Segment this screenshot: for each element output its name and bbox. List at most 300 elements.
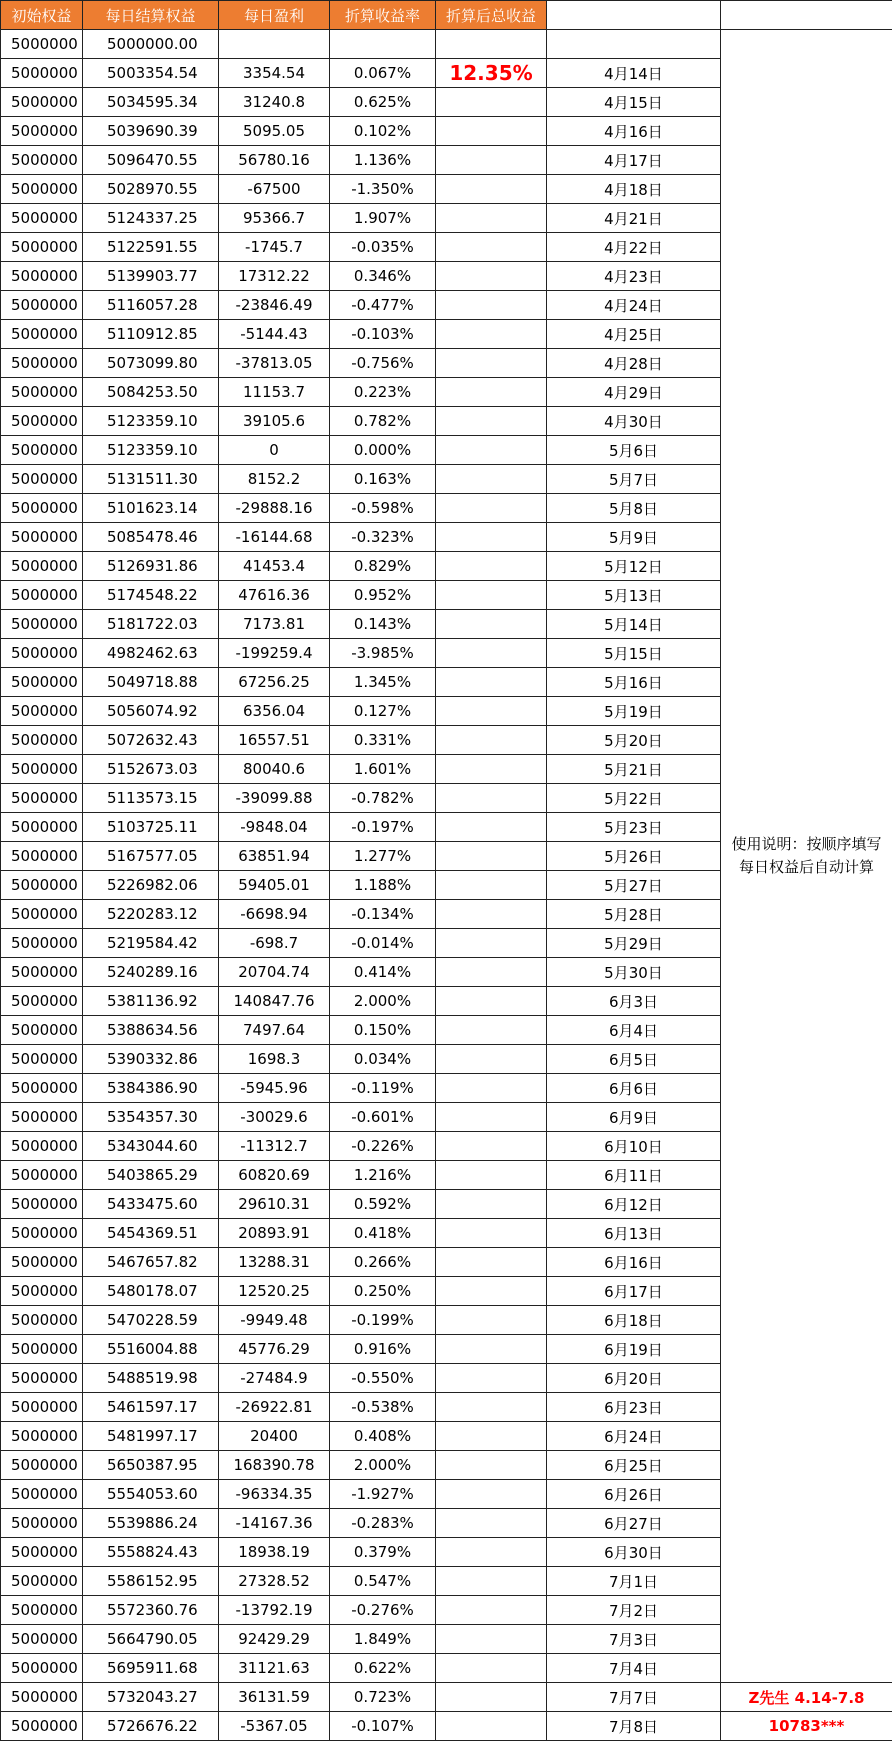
cell-profit[interactable]: -26922.81 [219, 1393, 330, 1422]
cell-initial[interactable]: 5000000 [1, 610, 83, 639]
cell-initial[interactable]: 5000000 [1, 1045, 83, 1074]
cell-rate[interactable]: -0.103% [330, 320, 436, 349]
cell-date[interactable]: 6月11日 [547, 1161, 721, 1190]
cell-initial[interactable]: 5000000 [1, 581, 83, 610]
cell-rate[interactable]: -0.134% [330, 900, 436, 929]
cell-date[interactable]: 4月17日 [547, 146, 721, 175]
cell-empty[interactable] [436, 987, 547, 1016]
cell-profit[interactable]: 18938.19 [219, 1538, 330, 1567]
cell-date[interactable]: 7月3日 [547, 1625, 721, 1654]
cell-rate[interactable]: -0.107% [330, 1712, 436, 1741]
cell-equity[interactable]: 5123359.10 [83, 436, 219, 465]
usage-note[interactable]: 使用说明：按顺序填写每日权益后自动计算 [721, 30, 892, 1683]
cell-profit[interactable]: 60820.69 [219, 1161, 330, 1190]
cell-date[interactable]: 5月21日 [547, 755, 721, 784]
cell-initial[interactable]: 5000000 [1, 1248, 83, 1277]
cell-initial[interactable]: 5000000 [1, 349, 83, 378]
cell-rate[interactable]: 0.034% [330, 1045, 436, 1074]
cell-rate[interactable]: 0.346% [330, 262, 436, 291]
cell-equity[interactable]: 5220283.12 [83, 900, 219, 929]
cell-profit[interactable]: 0 [219, 436, 330, 465]
cell-empty[interactable] [436, 1306, 547, 1335]
cell-date[interactable]: 4月14日 [547, 59, 721, 88]
cell-rate[interactable]: 0.625% [330, 88, 436, 117]
cell-initial[interactable]: 5000000 [1, 552, 83, 581]
cell-empty[interactable] [436, 465, 547, 494]
cell-date[interactable]: 5月27日 [547, 871, 721, 900]
cell-equity[interactable]: 5113573.15 [83, 784, 219, 813]
cell-equity[interactable]: 5470228.59 [83, 1306, 219, 1335]
header-blank-cell-2[interactable] [721, 1, 892, 30]
cell-profit[interactable]: -5144.43 [219, 320, 330, 349]
cell-date[interactable]: 6月17日 [547, 1277, 721, 1306]
cell-profit[interactable]: 16557.51 [219, 726, 330, 755]
cell-initial[interactable]: 5000000 [1, 88, 83, 117]
cell-profit[interactable]: -6698.94 [219, 900, 330, 929]
cell-profit[interactable]: -9848.04 [219, 813, 330, 842]
cell-equity[interactable]: 5433475.60 [83, 1190, 219, 1219]
cell-empty[interactable] [436, 233, 547, 262]
cell-date[interactable]: 4月28日 [547, 349, 721, 378]
cell-initial[interactable]: 5000000 [1, 726, 83, 755]
cell-initial[interactable]: 5000000 [1, 233, 83, 262]
cell-date[interactable]: 7月2日 [547, 1596, 721, 1625]
cell-profit[interactable]: 63851.94 [219, 842, 330, 871]
cell-empty[interactable] [436, 320, 547, 349]
cell-initial[interactable]: 5000000 [1, 842, 83, 871]
cell-empty[interactable] [436, 1654, 547, 1683]
cell-equity[interactable]: 5403865.29 [83, 1161, 219, 1190]
cell-date[interactable]: 4月16日 [547, 117, 721, 146]
cell-date[interactable]: 4月21日 [547, 204, 721, 233]
cell-profit[interactable]: 20400 [219, 1422, 330, 1451]
cell-equity[interactable]: 5354357.30 [83, 1103, 219, 1132]
cell-empty[interactable] [436, 117, 547, 146]
cell-initial[interactable]: 5000000 [1, 320, 83, 349]
cell-equity[interactable]: 5467657.82 [83, 1248, 219, 1277]
cell-equity[interactable]: 5028970.55 [83, 175, 219, 204]
cell-equity[interactable]: 5131511.30 [83, 465, 219, 494]
cell-rate[interactable]: 0.163% [330, 465, 436, 494]
cell-equity[interactable]: 5539886.24 [83, 1509, 219, 1538]
cell-date[interactable]: 4月24日 [547, 291, 721, 320]
cell-date[interactable]: 5月6日 [547, 436, 721, 465]
cell-date[interactable]: 6月27日 [547, 1509, 721, 1538]
cell-profit[interactable]: 67256.25 [219, 668, 330, 697]
cell-date[interactable]: 6月13日 [547, 1219, 721, 1248]
cell-empty[interactable] [436, 88, 547, 117]
cell-rate[interactable]: 0.418% [330, 1219, 436, 1248]
cell-empty[interactable] [436, 1422, 547, 1451]
cell-empty[interactable] [436, 291, 547, 320]
cell-empty[interactable] [436, 407, 547, 436]
cell-initial[interactable]: 5000000 [1, 1480, 83, 1509]
cell-date[interactable]: 6月18日 [547, 1306, 721, 1335]
cell-date[interactable]: 7月1日 [547, 1567, 721, 1596]
cell-date[interactable]: 5月20日 [547, 726, 721, 755]
cell-equity[interactable]: 5103725.11 [83, 813, 219, 842]
cell-empty[interactable] [436, 1712, 547, 1741]
cell-initial[interactable]: 5000000 [1, 262, 83, 291]
cell-profit[interactable]: 27328.52 [219, 1567, 330, 1596]
cell-initial[interactable]: 5000000 [1, 697, 83, 726]
cell-empty[interactable] [436, 871, 547, 900]
cell-date[interactable]: 5月9日 [547, 523, 721, 552]
cell-rate[interactable]: 0.723% [330, 1683, 436, 1712]
cell-empty[interactable] [436, 523, 547, 552]
cell-equity[interactable]: 5039690.39 [83, 117, 219, 146]
cell-rate[interactable]: -0.276% [330, 1596, 436, 1625]
cell-rate[interactable]: 0.266% [330, 1248, 436, 1277]
cell-equity[interactable]: 5226982.06 [83, 871, 219, 900]
cell-initial[interactable]: 5000000 [1, 1509, 83, 1538]
cell-profit[interactable]: -199259.4 [219, 639, 330, 668]
cell-date[interactable]: 6月24日 [547, 1422, 721, 1451]
cell-date[interactable]: 5月30日 [547, 958, 721, 987]
cell-rate[interactable]: -0.014% [330, 929, 436, 958]
cell-rate[interactable]: 1.277% [330, 842, 436, 871]
cell-date[interactable]: 4月30日 [547, 407, 721, 436]
cell-initial[interactable]: 5000000 [1, 378, 83, 407]
cell-profit[interactable]: 7173.81 [219, 610, 330, 639]
cell-empty[interactable] [436, 784, 547, 813]
header-daily-profit[interactable]: 每日盈利 [219, 1, 330, 30]
cell-equity[interactable]: 5101623.14 [83, 494, 219, 523]
cell-initial[interactable]: 5000000 [1, 204, 83, 233]
cell-initial[interactable]: 5000000 [1, 987, 83, 1016]
cell-empty[interactable] [436, 581, 547, 610]
cell-empty[interactable] [219, 30, 330, 59]
cell-rate[interactable]: -0.598% [330, 494, 436, 523]
cell-equity[interactable]: 5480178.07 [83, 1277, 219, 1306]
cell-empty[interactable] [436, 1277, 547, 1306]
cell-equity[interactable]: 5034595.34 [83, 88, 219, 117]
cell-date[interactable]: 5月28日 [547, 900, 721, 929]
cell-equity[interactable]: 5139903.77 [83, 262, 219, 291]
cell-rate[interactable]: -0.035% [330, 233, 436, 262]
cell-empty[interactable] [330, 30, 436, 59]
cell-initial[interactable]: 5000000 [1, 494, 83, 523]
cell-initial[interactable]: 5000000 [1, 668, 83, 697]
cell-rate[interactable]: 0.547% [330, 1567, 436, 1596]
cell-equity[interactable]: 5381136.92 [83, 987, 219, 1016]
cell-empty[interactable] [436, 1364, 547, 1393]
cell-equity[interactable]: 5726676.22 [83, 1712, 219, 1741]
cell-profit[interactable]: -37813.05 [219, 349, 330, 378]
cell-empty[interactable] [436, 146, 547, 175]
cell-date[interactable]: 5月29日 [547, 929, 721, 958]
cell-initial[interactable]: 5000000 [1, 1219, 83, 1248]
cell-date[interactable]: 5月19日 [547, 697, 721, 726]
cell-initial[interactable]: 5000000 [1, 523, 83, 552]
cell-initial[interactable]: 5000000 [1, 1364, 83, 1393]
cell-rate[interactable]: 1.188% [330, 871, 436, 900]
cell-initial[interactable]: 5000000 [1, 146, 83, 175]
cell-rate[interactable]: -0.782% [330, 784, 436, 813]
cell-equity[interactable]: 5084253.50 [83, 378, 219, 407]
cell-empty[interactable] [436, 1219, 547, 1248]
cell-rate[interactable]: 0.143% [330, 610, 436, 639]
cell-initial[interactable]: 5000000 [1, 900, 83, 929]
cell-rate[interactable]: -0.197% [330, 813, 436, 842]
cell-empty[interactable] [436, 610, 547, 639]
cell-date[interactable]: 4月25日 [547, 320, 721, 349]
cell-initial[interactable]: 5000000 [1, 1132, 83, 1161]
cell-equity[interactable]: 5488519.98 [83, 1364, 219, 1393]
cell-rate[interactable]: -0.550% [330, 1364, 436, 1393]
cell-initial[interactable]: 5000000 [1, 1074, 83, 1103]
cell-initial[interactable]: 5000000 [1, 1277, 83, 1306]
cell-profit[interactable]: 47616.36 [219, 581, 330, 610]
cell-rate[interactable]: -0.323% [330, 523, 436, 552]
cell-equity[interactable]: 5516004.88 [83, 1335, 219, 1364]
cell-initial[interactable]: 5000000 [1, 1567, 83, 1596]
cell-empty[interactable] [436, 1393, 547, 1422]
cell-profit[interactable]: 168390.78 [219, 1451, 330, 1480]
cell-empty[interactable] [436, 813, 547, 842]
cell-empty[interactable] [436, 1074, 547, 1103]
cell-date[interactable]: 6月19日 [547, 1335, 721, 1364]
cell-empty[interactable] [547, 30, 721, 59]
cell-profit[interactable]: 80040.6 [219, 755, 330, 784]
cell-date[interactable]: 5月23日 [547, 813, 721, 842]
cell-equity[interactable]: 5003354.54 [83, 59, 219, 88]
cell-rate[interactable]: 0.067% [330, 59, 436, 88]
cell-equity[interactable]: 5461597.17 [83, 1393, 219, 1422]
cell-equity[interactable]: 5000000.00 [83, 30, 219, 59]
cell-empty[interactable] [436, 1451, 547, 1480]
cell-profit[interactable]: -27484.9 [219, 1364, 330, 1393]
cell-empty[interactable] [436, 1683, 547, 1712]
cell-rate[interactable]: 0.102% [330, 117, 436, 146]
cell-profit[interactable]: 1698.3 [219, 1045, 330, 1074]
cell-empty[interactable] [436, 378, 547, 407]
cell-empty[interactable] [436, 349, 547, 378]
cell-rate[interactable]: 0.414% [330, 958, 436, 987]
cell-initial[interactable]: 5000000 [1, 1103, 83, 1132]
cell-rate[interactable]: 0.952% [330, 581, 436, 610]
cell-date[interactable]: 4月18日 [547, 175, 721, 204]
cell-empty[interactable] [436, 494, 547, 523]
cell-equity[interactable]: 5390332.86 [83, 1045, 219, 1074]
cell-initial[interactable]: 5000000 [1, 407, 83, 436]
cell-profit[interactable]: 17312.22 [219, 262, 330, 291]
cell-date[interactable]: 6月20日 [547, 1364, 721, 1393]
cell-profit[interactable]: 59405.01 [219, 871, 330, 900]
cell-rate[interactable]: 0.379% [330, 1538, 436, 1567]
cell-profit[interactable]: -5367.05 [219, 1712, 330, 1741]
cell-profit[interactable]: 36131.59 [219, 1683, 330, 1712]
cell-rate[interactable]: 1.907% [330, 204, 436, 233]
cell-equity[interactable]: 5732043.27 [83, 1683, 219, 1712]
cell-date[interactable]: 6月16日 [547, 1248, 721, 1277]
cell-initial[interactable]: 5000000 [1, 813, 83, 842]
cell-profit[interactable]: 6356.04 [219, 697, 330, 726]
cell-empty[interactable] [436, 1596, 547, 1625]
cell-date[interactable]: 5月13日 [547, 581, 721, 610]
cell-date[interactable]: 7月4日 [547, 1654, 721, 1683]
cell-equity[interactable]: 5650387.95 [83, 1451, 219, 1480]
cell-profit[interactable]: 41453.4 [219, 552, 330, 581]
cell-rate[interactable]: 0.223% [330, 378, 436, 407]
cell-profit[interactable]: -5945.96 [219, 1074, 330, 1103]
cell-rate[interactable]: 0.916% [330, 1335, 436, 1364]
cell-profit[interactable]: 31121.63 [219, 1654, 330, 1683]
cell-rate[interactable]: -0.538% [330, 1393, 436, 1422]
cell-initial[interactable]: 5000000 [1, 1161, 83, 1190]
cell-empty[interactable] [436, 726, 547, 755]
cell-rate[interactable]: 0.622% [330, 1654, 436, 1683]
cell-profit[interactable]: 12520.25 [219, 1277, 330, 1306]
cell-profit[interactable]: 45776.29 [219, 1335, 330, 1364]
cell-profit[interactable]: 13288.31 [219, 1248, 330, 1277]
cell-initial[interactable]: 5000000 [1, 465, 83, 494]
cell-initial[interactable]: 5000000 [1, 175, 83, 204]
cell-empty[interactable] [436, 436, 547, 465]
cell-empty[interactable] [436, 1509, 547, 1538]
cell-date[interactable]: 6月26日 [547, 1480, 721, 1509]
cell-profit[interactable]: 140847.76 [219, 987, 330, 1016]
cell-initial[interactable]: 5000000 [1, 1625, 83, 1654]
cell-initial[interactable]: 5000000 [1, 1306, 83, 1335]
cell-equity[interactable]: 5586152.95 [83, 1567, 219, 1596]
cell-rate[interactable]: -0.756% [330, 349, 436, 378]
header-total-return[interactable]: 折算后总收益 [436, 1, 547, 30]
cell-rate[interactable]: -0.477% [330, 291, 436, 320]
cell-rate[interactable]: -1.350% [330, 175, 436, 204]
cell-profit[interactable]: 31240.8 [219, 88, 330, 117]
cell-equity[interactable]: 5454369.51 [83, 1219, 219, 1248]
cell-rate[interactable]: 0.592% [330, 1190, 436, 1219]
cell-date[interactable]: 6月12日 [547, 1190, 721, 1219]
cell-profit[interactable]: -29888.16 [219, 494, 330, 523]
cell-date[interactable]: 6月25日 [547, 1451, 721, 1480]
cell-profit[interactable]: 56780.16 [219, 146, 330, 175]
cell-empty[interactable] [436, 1190, 547, 1219]
cell-profit[interactable]: 20704.74 [219, 958, 330, 987]
cell-initial[interactable]: 5000000 [1, 1538, 83, 1567]
cell-profit[interactable]: 92429.29 [219, 1625, 330, 1654]
cell-empty[interactable] [436, 1132, 547, 1161]
cell-initial[interactable]: 5000000 [1, 639, 83, 668]
cell-empty[interactable] [436, 30, 547, 59]
cell-date[interactable]: 4月23日 [547, 262, 721, 291]
cell-date[interactable]: 6月23日 [547, 1393, 721, 1422]
cell-date[interactable]: 4月22日 [547, 233, 721, 262]
signature-label[interactable]: Z先生 4.14-7.8 [721, 1683, 892, 1712]
cell-empty[interactable] [436, 958, 547, 987]
cell-initial[interactable]: 5000000 [1, 1190, 83, 1219]
cell-equity[interactable]: 5572360.76 [83, 1596, 219, 1625]
cell-profit[interactable]: -16144.68 [219, 523, 330, 552]
cell-empty[interactable] [436, 262, 547, 291]
cell-rate[interactable]: 0.150% [330, 1016, 436, 1045]
cell-profit[interactable]: -39099.88 [219, 784, 330, 813]
cell-initial[interactable]: 5000000 [1, 1654, 83, 1683]
cell-rate[interactable]: -0.226% [330, 1132, 436, 1161]
cell-empty[interactable] [436, 1335, 547, 1364]
cell-date[interactable]: 6月5日 [547, 1045, 721, 1074]
cell-rate[interactable]: 1.136% [330, 146, 436, 175]
cell-rate[interactable]: -3.985% [330, 639, 436, 668]
cell-empty[interactable] [436, 842, 547, 871]
cell-date[interactable]: 5月8日 [547, 494, 721, 523]
cell-empty[interactable] [436, 552, 547, 581]
cell-date[interactable]: 4月15日 [547, 88, 721, 117]
cell-empty[interactable] [436, 175, 547, 204]
cell-empty[interactable] [436, 900, 547, 929]
cell-initial[interactable]: 5000000 [1, 436, 83, 465]
cell-equity[interactable]: 5116057.28 [83, 291, 219, 320]
cell-profit[interactable]: -14167.36 [219, 1509, 330, 1538]
cell-empty[interactable] [436, 1625, 547, 1654]
cell-rate[interactable]: -0.283% [330, 1509, 436, 1538]
cell-initial[interactable]: 5000000 [1, 117, 83, 146]
cell-date[interactable]: 5月12日 [547, 552, 721, 581]
cell-empty[interactable] [436, 1538, 547, 1567]
cell-rate[interactable]: 0.250% [330, 1277, 436, 1306]
cell-empty[interactable] [436, 1248, 547, 1277]
cell-empty[interactable] [436, 1045, 547, 1074]
cell-initial[interactable]: 5000000 [1, 291, 83, 320]
cell-equity[interactable]: 5384386.90 [83, 1074, 219, 1103]
cell-empty[interactable] [436, 1161, 547, 1190]
cell-initial[interactable]: 5000000 [1, 59, 83, 88]
cell-equity[interactable]: 5072632.43 [83, 726, 219, 755]
cell-equity[interactable]: 5388634.56 [83, 1016, 219, 1045]
cell-rate[interactable]: 0.127% [330, 697, 436, 726]
cell-equity[interactable]: 5122591.55 [83, 233, 219, 262]
cell-date[interactable]: 5月22日 [547, 784, 721, 813]
cell-initial[interactable]: 5000000 [1, 1016, 83, 1045]
cell-equity[interactable]: 5056074.92 [83, 697, 219, 726]
cell-initial[interactable]: 5000000 [1, 784, 83, 813]
cell-initial[interactable]: 5000000 [1, 1335, 83, 1364]
cell-profit[interactable]: 5095.05 [219, 117, 330, 146]
header-blank-cell[interactable] [547, 1, 721, 30]
header-initial-equity[interactable]: 初始权益 [1, 1, 83, 30]
cell-date[interactable]: 5月15日 [547, 639, 721, 668]
cell-equity[interactable]: 5049718.88 [83, 668, 219, 697]
cell-initial[interactable]: 5000000 [1, 1422, 83, 1451]
cell-profit[interactable]: -9949.48 [219, 1306, 330, 1335]
cell-equity[interactable]: 5167577.05 [83, 842, 219, 871]
cell-date[interactable]: 6月4日 [547, 1016, 721, 1045]
cell-profit[interactable]: 7497.64 [219, 1016, 330, 1045]
cell-rate[interactable]: 0.000% [330, 436, 436, 465]
cell-initial[interactable]: 5000000 [1, 1596, 83, 1625]
cell-rate[interactable]: 1.849% [330, 1625, 436, 1654]
cell-date[interactable]: 7月8日 [547, 1712, 721, 1741]
cell-equity[interactable]: 5664790.05 [83, 1625, 219, 1654]
cell-empty[interactable] [436, 929, 547, 958]
cell-initial[interactable]: 5000000 [1, 1393, 83, 1422]
cell-rate[interactable]: 0.782% [330, 407, 436, 436]
cell-initial[interactable]: 5000000 [1, 755, 83, 784]
cell-empty[interactable] [436, 755, 547, 784]
cell-date[interactable]: 5月7日 [547, 465, 721, 494]
cell-equity[interactable]: 5219584.42 [83, 929, 219, 958]
cell-rate[interactable]: -0.199% [330, 1306, 436, 1335]
cell-profit[interactable]: 8152.2 [219, 465, 330, 494]
cell-initial[interactable]: 5000000 [1, 30, 83, 59]
cell-date[interactable]: 4月29日 [547, 378, 721, 407]
cell-empty[interactable] [436, 1480, 547, 1509]
cell-equity[interactable]: 5110912.85 [83, 320, 219, 349]
cell-profit[interactable]: 29610.31 [219, 1190, 330, 1219]
cell-equity[interactable]: 4982462.63 [83, 639, 219, 668]
cell-profit[interactable]: 39105.6 [219, 407, 330, 436]
